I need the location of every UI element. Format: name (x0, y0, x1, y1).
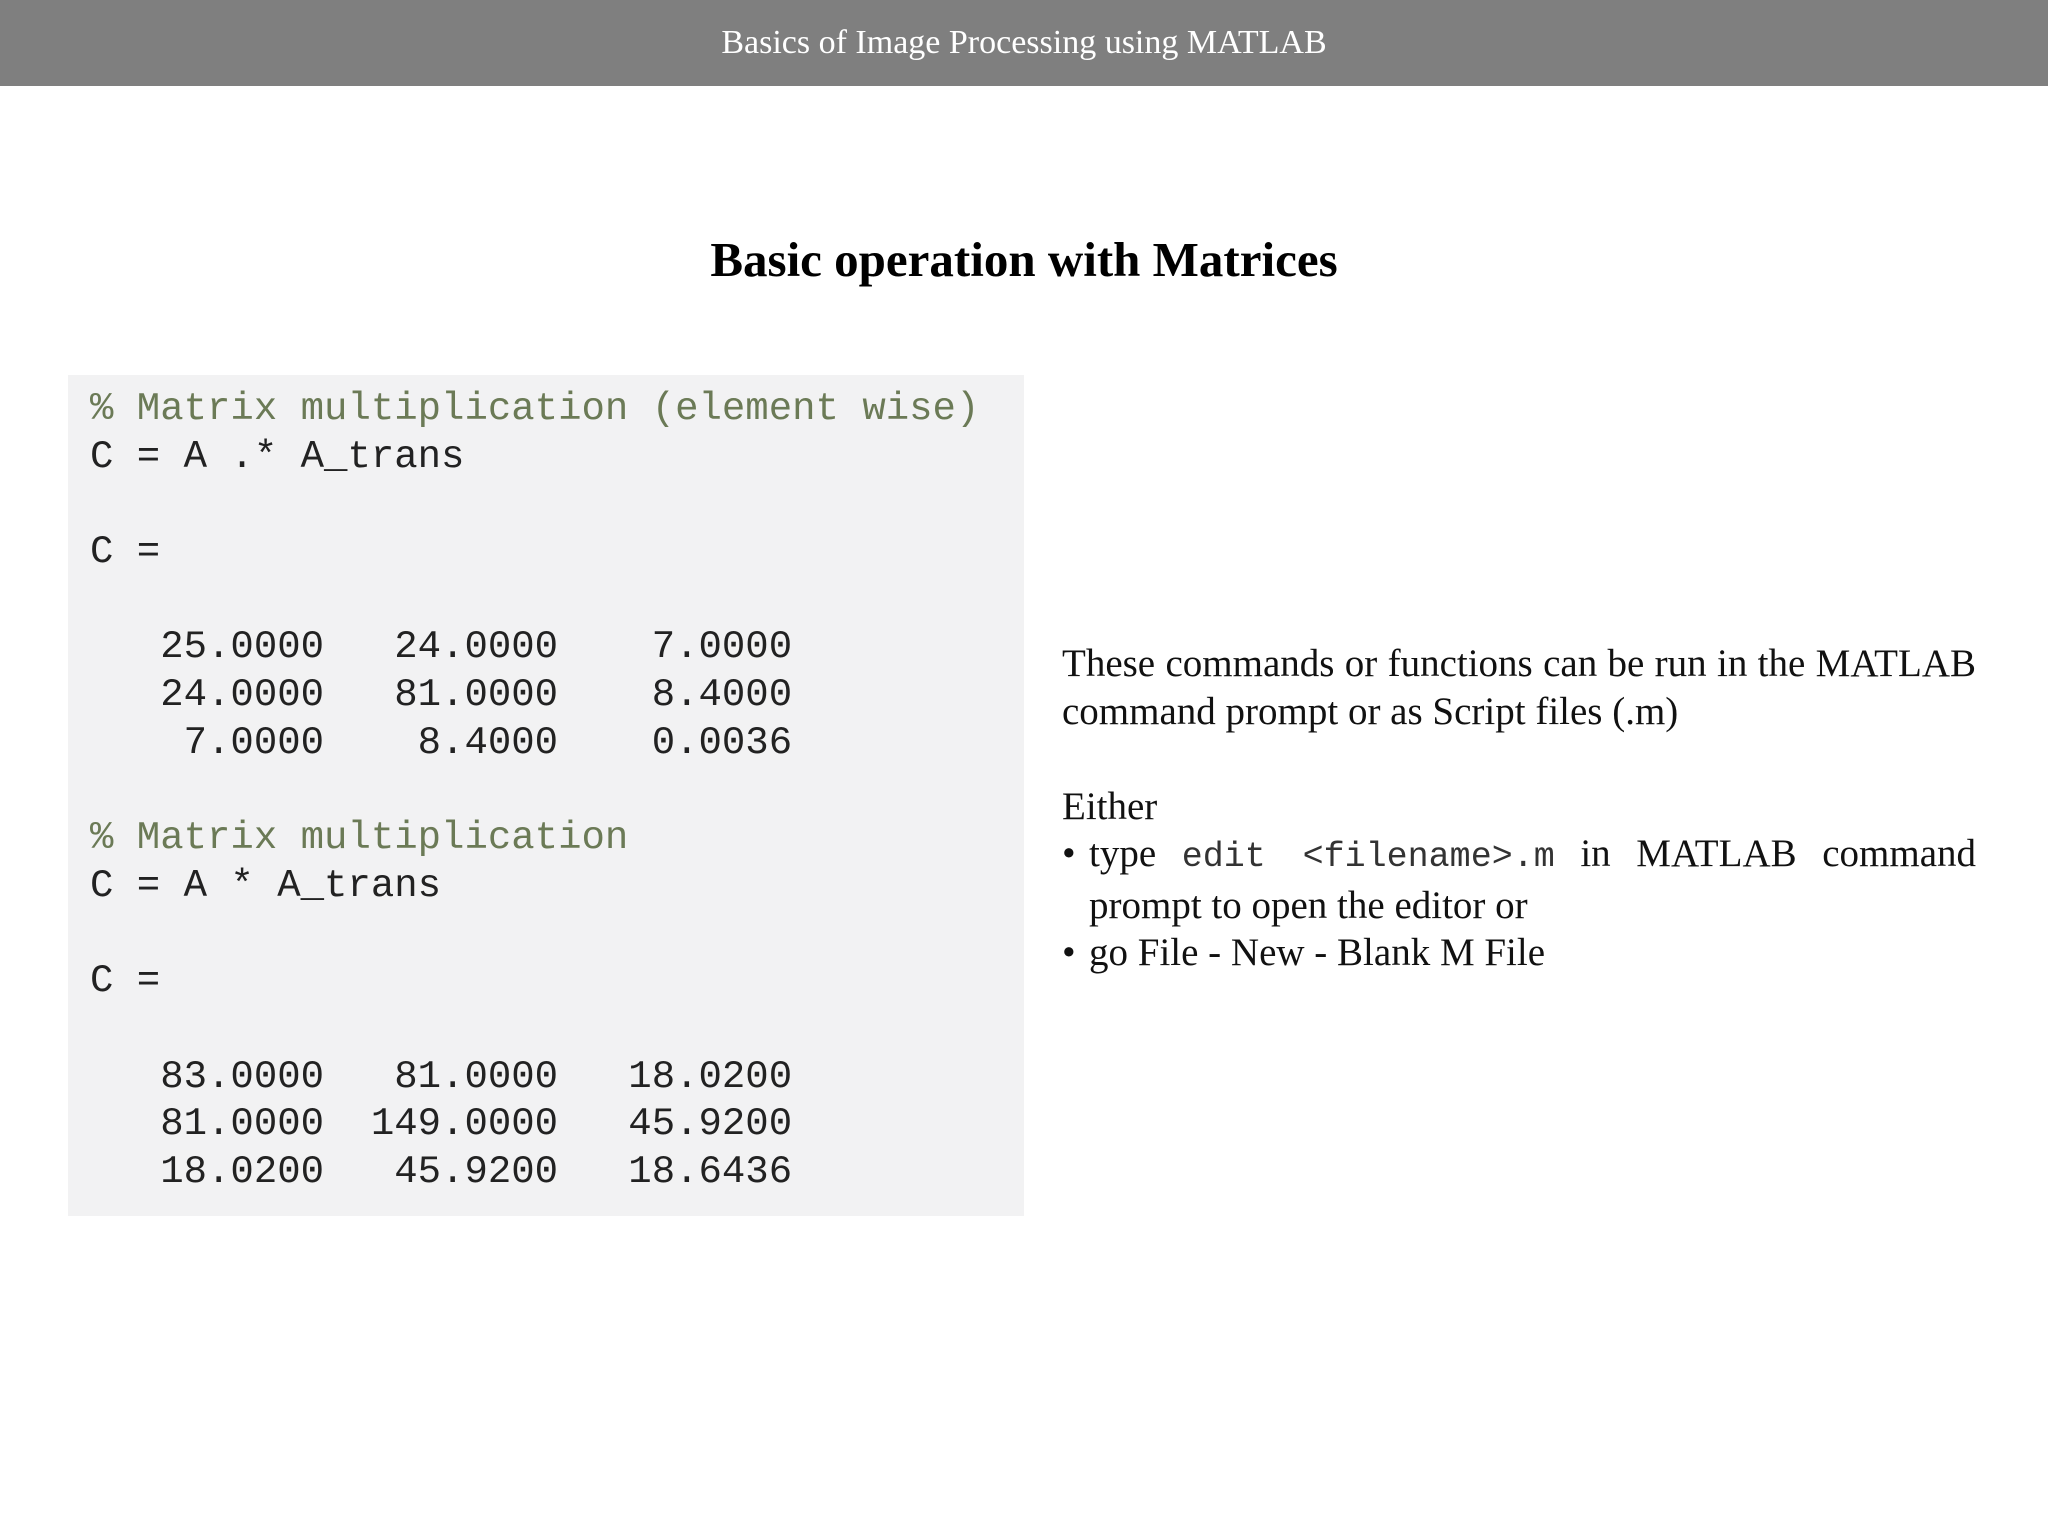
bullet-item-edit-command (1062, 830, 1976, 929)
bullet-list (1062, 830, 1976, 977)
explanation-text (1062, 640, 1976, 977)
slide-title: Basic operation with Matrices (710, 232, 1338, 287)
paragraph-spacer (1062, 735, 1976, 783)
code-comment-line: % Matrix multiplication (90, 816, 629, 861)
inline-code-edit: edit <filename>.m (1181, 837, 1555, 877)
code-blank-line (90, 1006, 1024, 1054)
explanation-intro: These commands or functions can be run in the MATLAB command prompt or as Script files (.m) (1062, 642, 1976, 733)
matrix-row: 81.0000 149.0000 45.9200 (90, 1102, 793, 1147)
matrix-row: 24.0000 81.0000 8.4000 (90, 673, 793, 718)
code-blank-line (90, 911, 1024, 959)
code-command-line: C = A * A_trans (90, 863, 442, 908)
code-output-line: C = (90, 959, 161, 1004)
either-label: Either (1062, 784, 1158, 828)
header-bar (0, 0, 2048, 86)
code-blank-line (90, 481, 1024, 529)
code-blank-line (90, 768, 1024, 816)
code-command-line: C = A .* A_trans (90, 434, 465, 479)
matrix-row: 18.0200 45.9200 18.6436 (90, 1150, 793, 1194)
bullet-prefix: type (1089, 832, 1157, 875)
code-blank-line (90, 577, 1024, 625)
bullet-suffix: in MATLAB command prompt to open the editor or (1089, 832, 1977, 927)
matrix-row: 25.0000 24.0000 7.0000 (90, 625, 793, 670)
code-panel (68, 375, 1024, 1216)
matrix-row: 7.0000 8.4000 0.0036 (90, 720, 793, 765)
bullet-item-file-menu (1062, 929, 1976, 977)
header-title: Basics of Image Processing using MATLAB (721, 24, 1327, 61)
code-output-line: C = (90, 530, 161, 575)
matrix-row: 83.0000 81.0000 18.0200 (90, 1054, 793, 1099)
code-comment-line: % Matrix multiplication (element wise) (90, 387, 980, 431)
bullet-text: go File - New - Blank M File (1089, 931, 1546, 974)
